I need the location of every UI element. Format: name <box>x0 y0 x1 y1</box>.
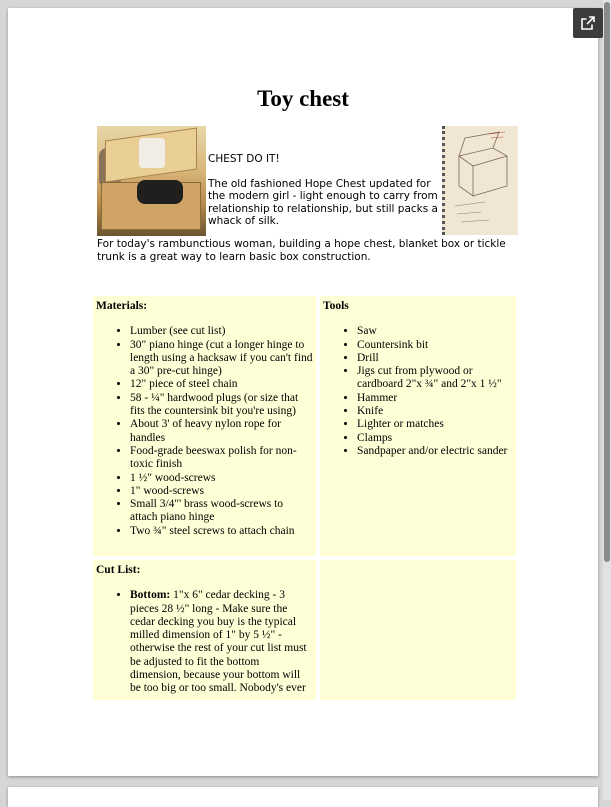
list-item: • 1" wood-screws <box>130 485 313 498</box>
page-title: Toy chest <box>257 86 349 111</box>
tools-heading: Tools <box>323 300 349 312</box>
list-item: • Two ¾" steel screws to attach chain <box>130 525 313 538</box>
scrollbar[interactable] <box>603 0 611 800</box>
intro-heading: CHEST DO IT! <box>208 153 280 165</box>
popout-button[interactable] <box>573 8 603 38</box>
list-item: • Saw <box>357 325 513 338</box>
list-item: • Drill <box>357 352 513 365</box>
materials-cell <box>93 296 316 556</box>
list-item: • Countersink bit <box>357 339 513 352</box>
list-item: • Small 3/4"' brass wood-screws to attach piano hinge <box>130 498 313 525</box>
list-item: • 58 - ¼" hardwood plugs (or size that fits the countersink bit you're using) <box>130 392 313 419</box>
hope-chest-photo <box>97 126 206 236</box>
cut-list-cell <box>93 560 316 700</box>
list-item: • About 3' of heavy nylon rope for handles <box>130 418 313 445</box>
cut-list-heading: Cut List: <box>96 564 141 576</box>
list-item: • Food-grade beeswax polish for non-toxic finish <box>130 445 313 472</box>
list-item: • Clamps <box>357 432 513 445</box>
tools-cell <box>320 296 516 556</box>
lead-paragraph: For today's rambunctious woman, building a hope chest, blanket box or tickle trunk is a great way to learn basic box construction. <box>97 238 506 263</box>
list-item: • Lumber (see cut list) <box>130 325 313 338</box>
list-item: • 1 ½" wood-screws <box>130 472 313 485</box>
list-item <box>130 589 313 695</box>
materials-heading: Materials: <box>96 300 148 312</box>
materials-list <box>96 325 313 538</box>
cut-item-label: Bottom: <box>130 589 171 602</box>
open-in-new-window-icon <box>580 15 596 31</box>
empty-cell <box>320 560 516 700</box>
intro-text <box>208 153 440 240</box>
list-item: • Sandpaper and/or electric sander <box>357 445 513 458</box>
list-item: • Knife <box>357 405 513 418</box>
tools-list <box>323 325 513 458</box>
pdf-page <box>8 8 598 776</box>
list-item: • Jigs cut from plywood or cardboard 2"x ¾" and 2"x 1 ½" <box>357 365 513 392</box>
list-item: • 12" piece of steel chain <box>130 378 313 391</box>
intro-paragraph: The old fashioned Hope Chest updated for the modern girl - light enough to carry from relationship to relationship, but still packs a whack of silk. <box>208 177 438 227</box>
list-item: • 30" piano hinge (cut a longer hinge to length using a hacksaw if you can't find a 30" pre-cut hinge) <box>130 339 313 379</box>
scroll-thumb[interactable] <box>604 2 610 562</box>
next-pdf-page <box>8 787 598 807</box>
list-item: • Hammer <box>357 392 513 405</box>
list-item: • Lighter or matches <box>357 418 513 431</box>
cut-list <box>96 589 313 695</box>
cut-item-text: 1"x 6" cedar decking - 3 pieces 28 ½" long - Make sure the cedar decking you buy is the typical milled dimension of 1" by 5 ½" - otherwise the rest of your cut list must be adjusted to fit the bottom dimension, because your bottom will be too big or too small. Nobody's ever <box>130 589 307 695</box>
chest-sketch-image <box>442 126 518 235</box>
